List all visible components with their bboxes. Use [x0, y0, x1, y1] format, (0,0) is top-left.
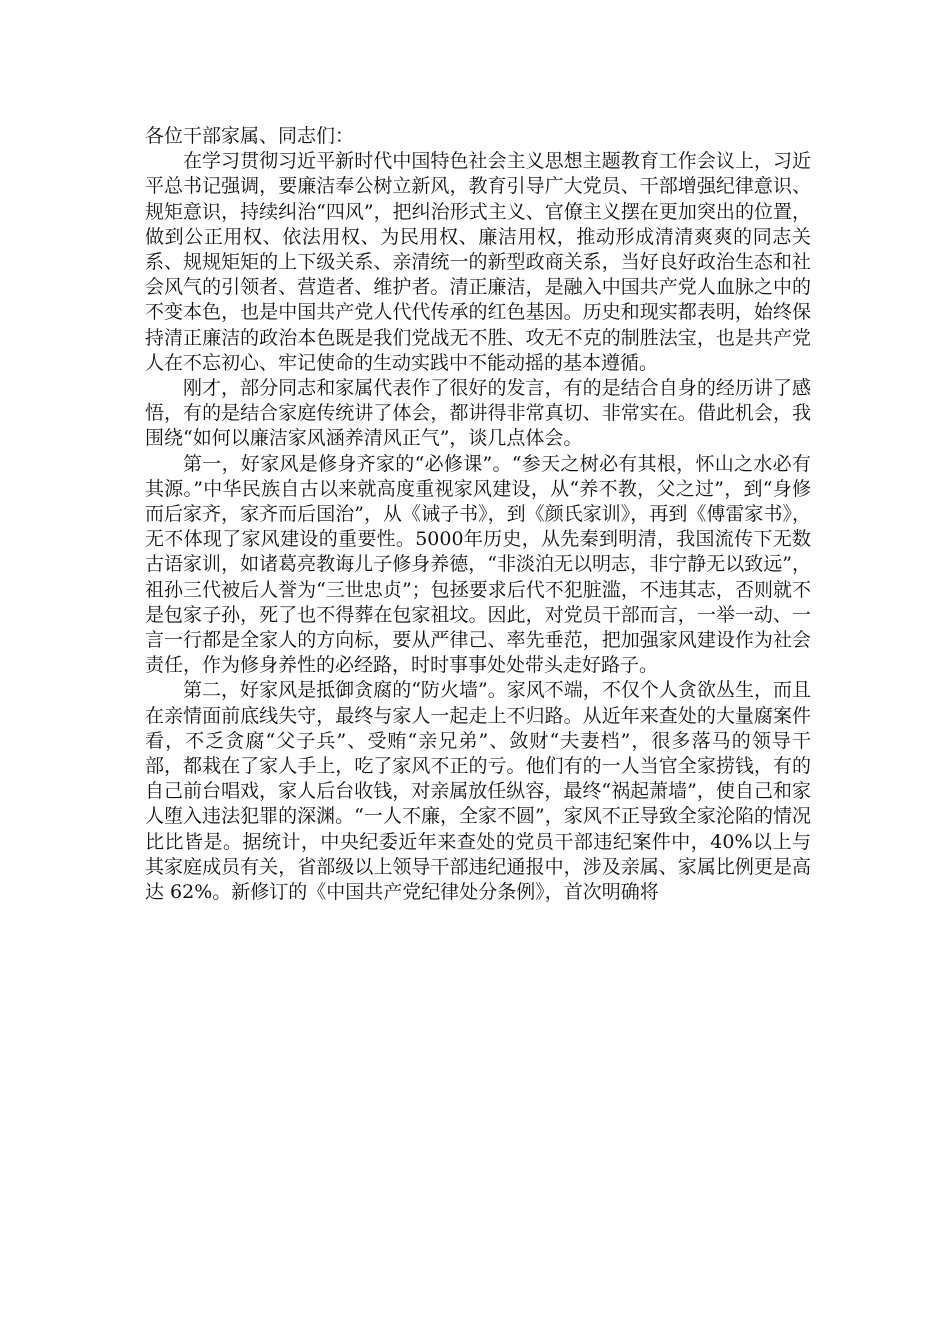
paragraph-transition: 刚才，部分同志和家属代表作了很好的发言，有的是结合自身的经历讲了感悟，有的是结合家庭传统讲了体会，都讲得非常真切、非常实在。借此机会，我围绕“如何以廉洁家风涵养清风正气”，谈几点体会。 [145, 377, 811, 450]
salutation: 各位干部家属、同志们： [145, 125, 355, 147]
document-page [145, 124, 811, 905]
paragraph-first-point: 第一，好家风是修身齐家的“必修课”。“参天之树必有其根，怀山之水必有其源。”中华民族自古以来就高度重视家风建设，从“养不教，父之过”，到“身修而后家齐，家齐而后国治”，从《诫子书》，到《颜氏家训》，再到《傅雷家书》，无不体现了家风建设的重要性。5000年历史，从先秦到明清，我国流传下无数古语家训，如诸葛亮教诲儿子修身养德，“非淡泊无以明志，非宁静无以致远”，祖孙三代被后人誉为“三世忠贞”；包拯要求后代不犯脏滥，不违其志，否则就不是包家子孙，死了也不得葬在包家祖坟。因此，对党员干部而言，一举一动、一言一行都是全家人的方向标，要从严律己、率先垂范，把加强家风建设作为社会责任，作为修身养性的必经路，时时事事处处带头走好路子。 [145, 452, 811, 677]
paragraph-second-point: 第二，好家风是抵御贪腐的“防火墙”。家风不端，不仅个人贪欲丛生，而且在亲情面前底线失守，最终与家人一起走上不归路。从近年来查处的大量腐案件看，不乏贪腐“父子兵”、受贿“亲兄弟”、敛财“夫妻档”，很多落马的领导干部，都栽在了家人手上，吃了家风不正的亏。他们有的一人当官全家捞钱，有的自己前台唱戏，家人后台收钱，对亲属放任纵容，最终“祸起萧墙”，使自己和家人堕入违法犯罪的深渊。“一人不廉，全家不圆”，家风不正导致全家沦陷的情况比比皆是。据统计，中央纪委近年来查处的党员干部违纪案件中，40%以上与其家庭成员有关，省部级以上领导干部违纪通报中，涉及亲属、家属比例更是高达 62%。新修订的《中国共产党纪律处分条例》，首次明确将 [145, 679, 811, 904]
paragraph-intro: 在学习贯彻习近平新时代中国特色社会主义思想主题教育工作会议上，习近平总书记强调，要廉洁奉公树立新风，教育引导广大党员、干部增强纪律意识、规矩意识，持续纠治“四风”，把纠治形式主义、官僚主义摆在更加突出的位置，做到公正用权、依法用权、为民用权、廉洁用权，推动形成清清爽爽的同志关系、规规矩矩的上下级关系、亲清统一的新型政商关系，当好良好政治生态和社会风气的引领者、营造者、维护者。清正廉洁，是融入中国共产党人血脉之中的不变本色，也是中国共产党人代代传承的红色基因。历史和现实都表明，始终保持清正廉洁的政治本色既是我们党战无不胜、攻无不克的制胜法宝，也是共产党人在不忘初心、牢记使命的生动实践中不能动摇的基本遵循。 [145, 150, 811, 374]
